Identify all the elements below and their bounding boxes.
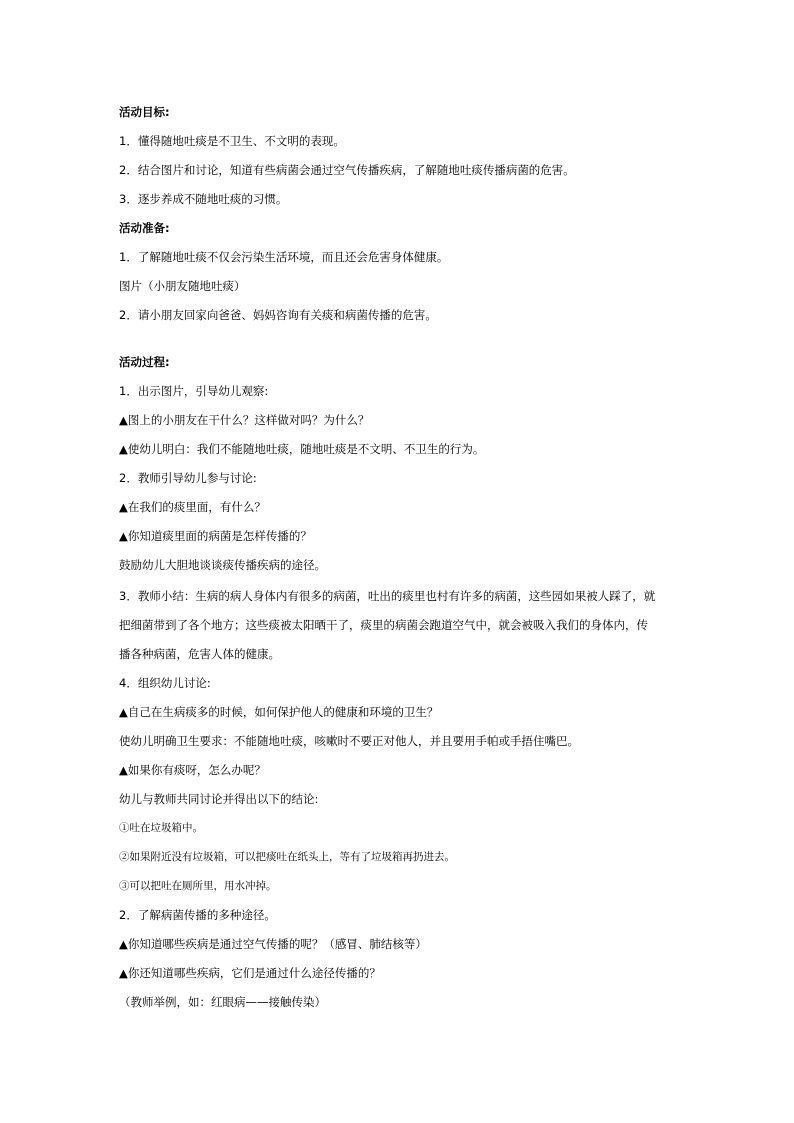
conclusion-1: ①吐在垃圾箱中。 bbox=[119, 822, 203, 834]
step-3-line-1: 3．教师小结：生病的病人身体内有很多的病菌，吐出的痰里也村有许多的病菌，这些园如果被人踩了，就 bbox=[119, 589, 656, 603]
step-2-note: 鼓励幼儿大胆地谈谈痰传播疾病的途径。 bbox=[119, 558, 326, 572]
goal-1: 1．懂得随地吐痰是不卫生、不文明的表现。 bbox=[119, 134, 345, 148]
step-5-example: （教师举例，如：红眼病——接触传染） bbox=[119, 995, 326, 1009]
step-1-answer: ▲使幼儿明白：我们不能随地吐痰，随地吐痰是不文明、不卫生的行为。 bbox=[119, 442, 485, 456]
step-2-question-1: ▲在我们的痰里面，有什么？ bbox=[119, 500, 266, 514]
prep-picture: 图片（小朋友随地吐痰） bbox=[119, 279, 246, 293]
goals-heading: 活动目标: bbox=[119, 105, 170, 119]
step-1-question: ▲图上的小朋友在干什么？这样做对吗？为什么？ bbox=[119, 413, 370, 427]
prep-heading: 活动准备: bbox=[119, 221, 170, 235]
conclusion-2: ②如果附近没有垃圾箱，可以把痰吐在纸头上，等有了垃圾箱再扔进去。 bbox=[119, 851, 455, 863]
process-heading: 活动过程: bbox=[119, 355, 170, 369]
prep-2: 2．请小朋友回家向爸爸、妈妈咨询有关痰和病菌传播的危害。 bbox=[119, 308, 437, 322]
step-5-question-2: ▲你还知道哪些疾病，它们是通过什么途径传播的？ bbox=[119, 966, 381, 980]
step-5: 2．了解病菌传播的多种途径。 bbox=[119, 908, 276, 922]
conclusion-3: ③可以把吐在厕所里，用水冲掉。 bbox=[119, 880, 277, 892]
step-4-question-1: ▲自己在生病痰多的时候，如何保护他人的健康和环境的卫生？ bbox=[119, 705, 439, 719]
step-4-question-2: ▲如果你有痰呀，怎么办呢？ bbox=[119, 763, 266, 777]
step-4-answer-2: 幼儿与教师共同讨论并得出以下的结论: bbox=[119, 792, 319, 806]
step-3-line-3: 播各种病菌，危害人体的健康。 bbox=[119, 647, 280, 661]
step-3-summary bbox=[119, 582, 679, 669]
step-1: 1．出示图片，引导幼儿观察: bbox=[119, 384, 269, 398]
step-2-question-2: ▲你知道痰里面的病菌是怎样传播的？ bbox=[119, 529, 312, 543]
goal-3: 3．逐步养成不随地吐痰的习惯。 bbox=[119, 192, 288, 206]
step-4-answer-1: 使幼儿明确卫生要求：不能随地吐痰，咳嗽时不要正对他人，并且要用手帕或手捂住嘴巴。 bbox=[119, 734, 579, 748]
step-4: 4．组织幼儿讨论: bbox=[119, 676, 211, 690]
step-2: 2．教师引导幼儿参与讨论: bbox=[119, 471, 257, 485]
step-3-line-2: 把细菌带到了各个地方；这些痰被太阳晒干了，痰里的病菌会跑道空气中，就会被吸入我们的身体内，传 bbox=[119, 618, 648, 632]
step-5-question-1: ▲你知道哪些疾病是通过空气传播的呢？（感冒、肺结核等） bbox=[119, 937, 427, 951]
prep-1: 1．了解随地吐痰不仅会污染生活环境，而且还会危害身体健康。 bbox=[119, 250, 449, 264]
goal-2: 2．结合图片和讨论，知道有些病菌会通过空气传播疾病，了解随地吐痰传播病菌的危害。 bbox=[119, 163, 575, 177]
